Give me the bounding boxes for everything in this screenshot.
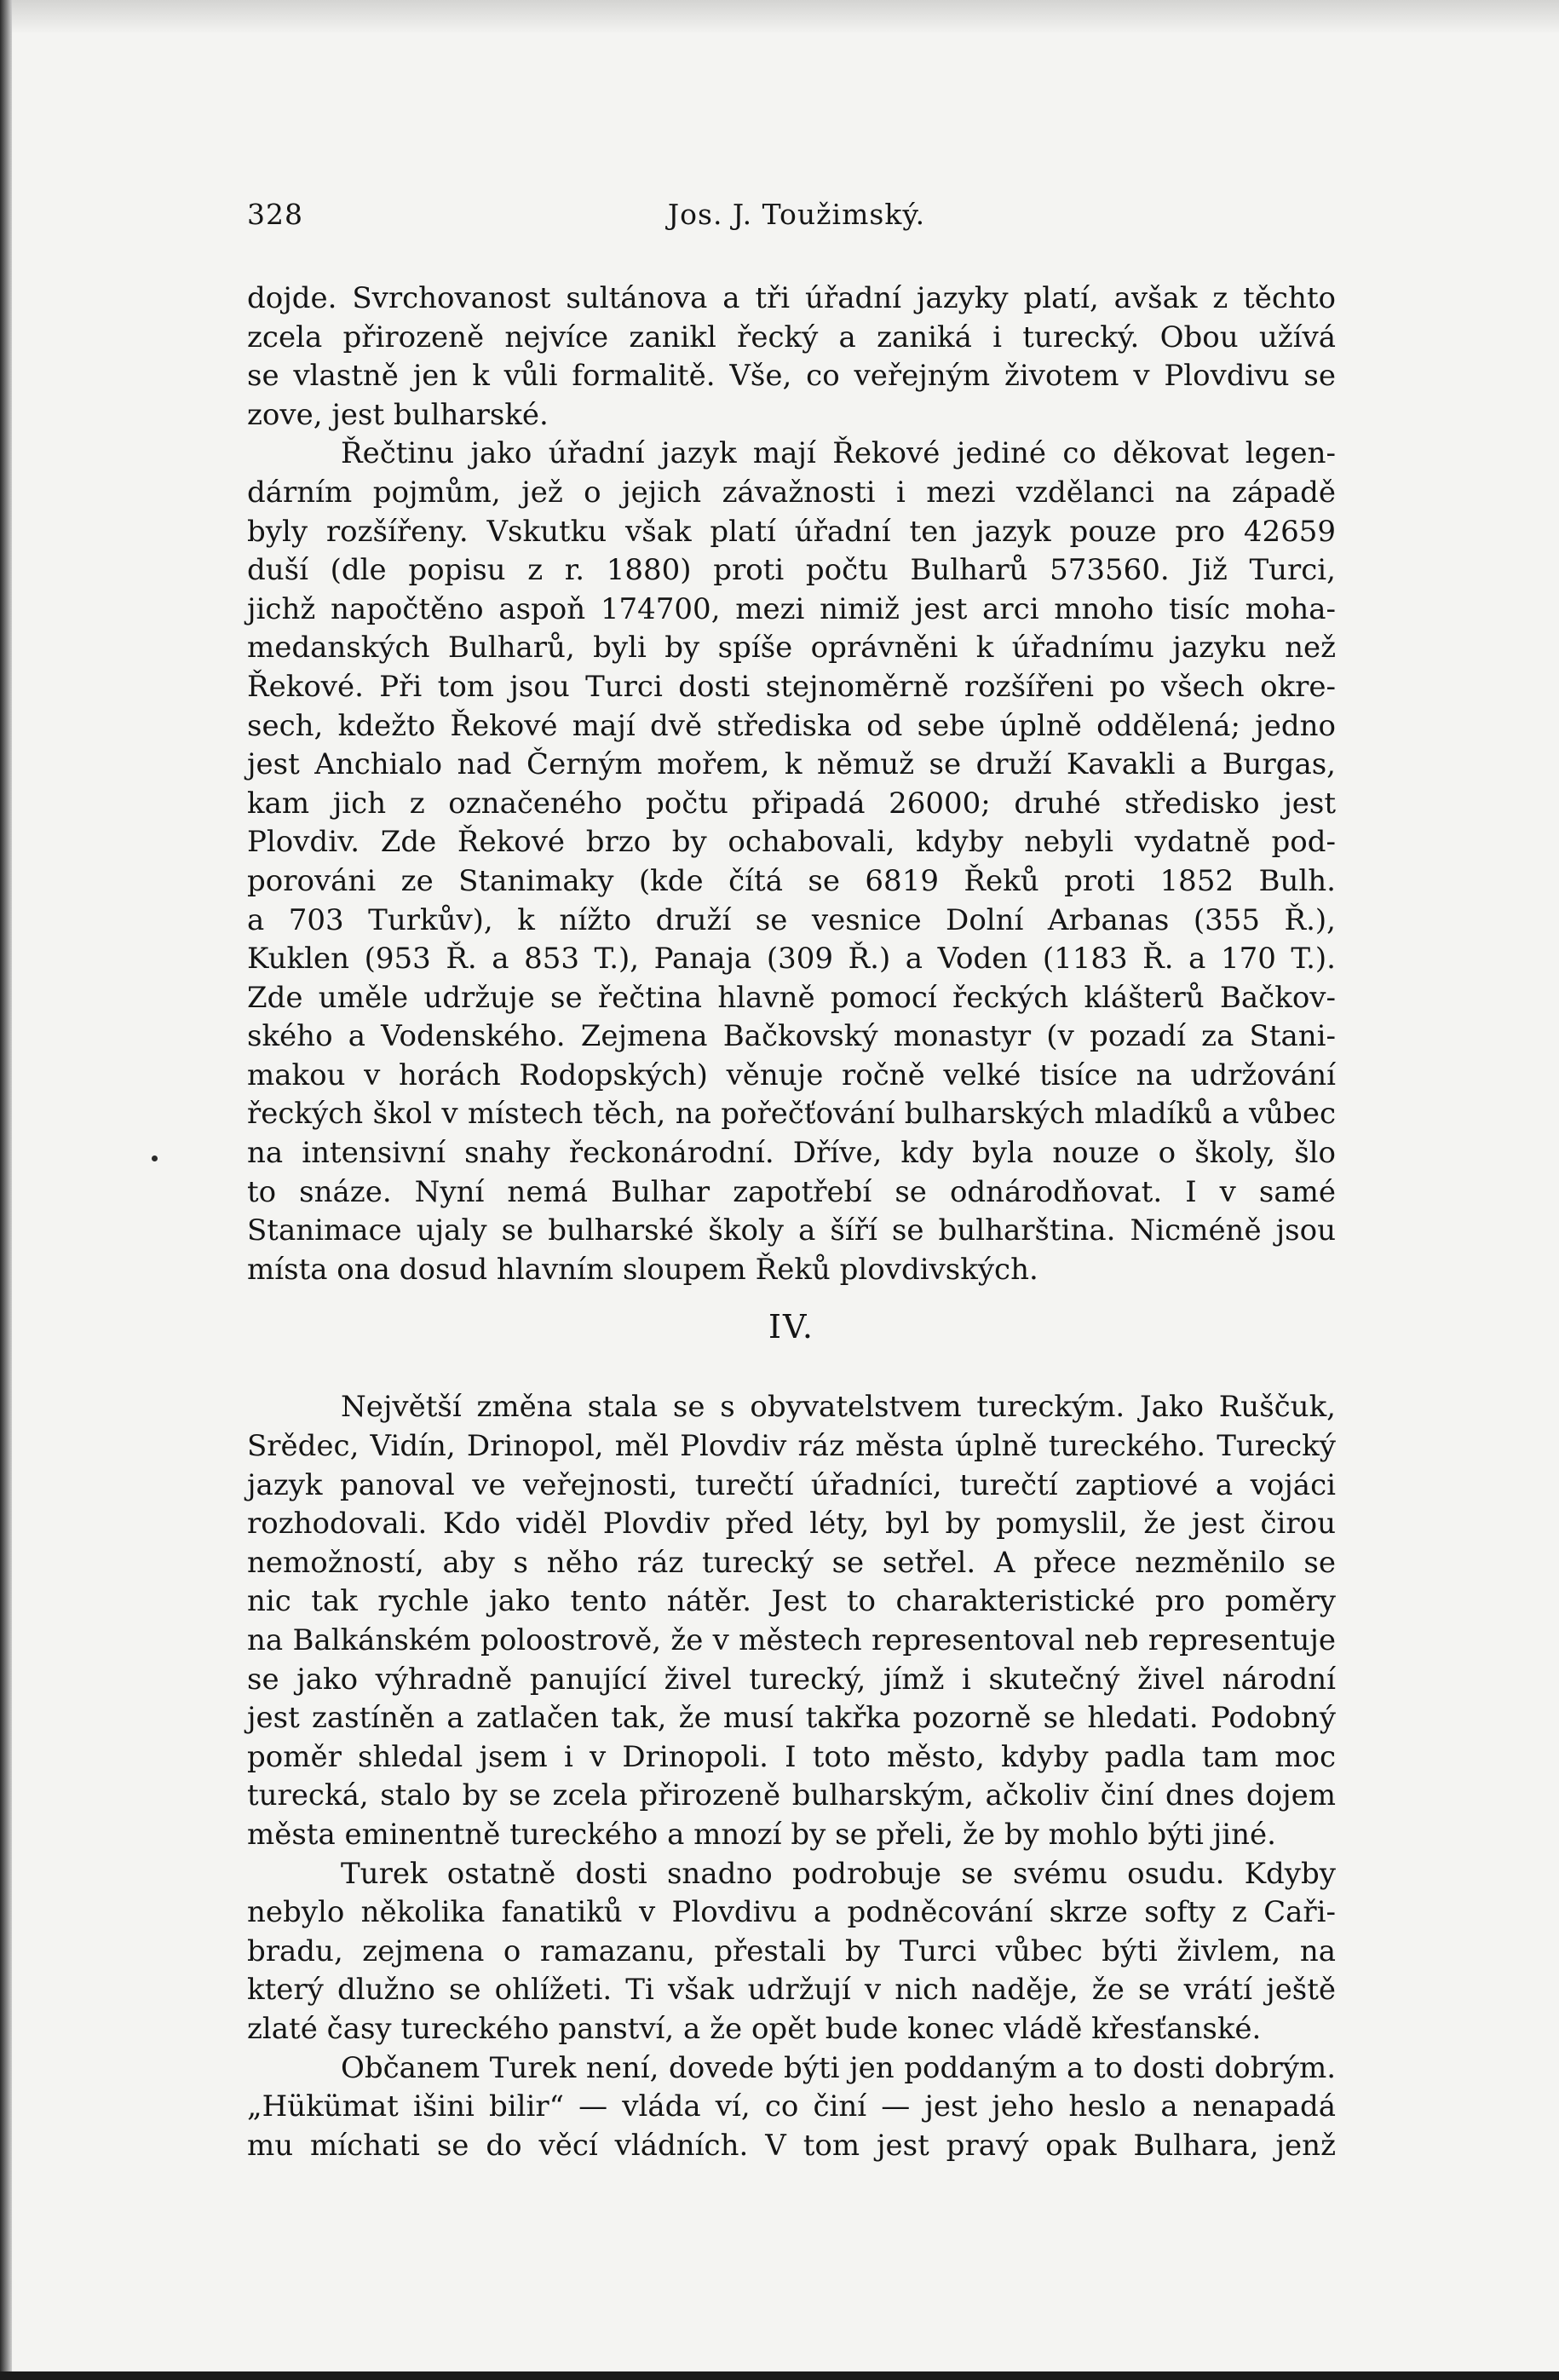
text-line: Občanem Turek není, dovede býti jen poddaným a to dosti dobrým. [341, 2050, 1336, 2085]
paragraph-2 [247, 435, 1336, 1289]
text-line: to snáze. Nyní nemá Bulhar zapotřebí se odnárodňovat. I v samé [247, 1174, 1336, 1209]
text-line: mu míchati se do věcí vládních. V tom jest pravý opak Bulhara, jenž [247, 2128, 1336, 2163]
text-line: na intensivní snahy řeckonárodní. Dříve, kdy byla nouze o školy, šlo [247, 1136, 1336, 1171]
text-line: duší (dle popisu z r. 1880) proti počtu Bulharů 573560. Již Turci, [247, 553, 1336, 588]
text-line: na Balkánském poloostrově, že v městech representoval neb representuje [247, 1623, 1336, 1657]
text-line: Zde uměle udržuje se řečtina hlavně pomocí řeckých klášterů Bačkov- [247, 980, 1336, 1015]
page-header [247, 198, 1346, 249]
text-line: jichž napočtěno aspoň 174700, mezi nimiž jest arci mnoho tisíc moha- [247, 591, 1336, 626]
text-line: Řekové. Při tom jsou Turci dosti stejnoměrně rozšířeni po všech okre- [247, 669, 1336, 704]
paragraph-1 [247, 279, 1336, 435]
text-line: porováni ze Stanimaky (kde čítá se 6819 Řeků proti 1852 Bulh. [247, 863, 1336, 898]
text-line: poměr shledal jsem i v Drinopoli. I toto město, kdyby padla tam moc [247, 1739, 1336, 1774]
text-line: turecká, stalo by se zcela přirozeně bulharským, ačkoliv činí dnes dojem [247, 1778, 1336, 1813]
text-line: makou v horách Rodopských) věnuje ročně velké tisíce na udržování [247, 1057, 1336, 1092]
paragraph-5 [247, 2049, 1336, 2166]
running-head: Jos. J. Toužimský. [667, 198, 926, 231]
text-line: jest zastíněn a zatlačen tak, že musí takřka pozorně se hledati. Podobný [247, 1701, 1336, 1736]
text-line: města eminentně tureckého a mnozí by se přeli, že by mohlo býti jiné. [247, 1817, 1276, 1852]
text-line: Největší změna stala se s obyvatelstvem tureckým. Jako Ruščuk, [341, 1390, 1336, 1425]
text-line: nebylo několika fanatiků v Plovdivu a podněcování skrze softy z Caři- [247, 1895, 1336, 1930]
text-line: Srědec, Vidín, Drinopol, měl Plovdiv ráz města úplně tureckého. Turecký [247, 1429, 1336, 1464]
text-line: nic tak rychle jako tento nátěr. Jest to charakteristické pro poměry [247, 1584, 1336, 1619]
text-line: nemožností, aby s něho ráz turecký se setřel. A přece nezměnilo se [247, 1545, 1336, 1580]
text-line: Turek ostatně dosti snadno podrobuje se svému osudu. Kdyby [341, 1856, 1336, 1891]
text-line: jest Anchialo nad Černým mořem, k němuž se druží Kavakli a Burgas, [247, 747, 1336, 782]
text-line: medanských Bulharů, byli by spíše oprávněni k úřadnímu jazyku než [247, 631, 1336, 666]
text-line: rozhodovali. Kdo viděl Plovdiv před léty, byl by pomyslil, že jest čirou [247, 1507, 1336, 1542]
page-body [247, 279, 1336, 2165]
margin-mark [152, 1155, 158, 1161]
text-line: bradu, zejmena o ramazanu, přestali by Turci vůbec býti živlem, na [247, 1933, 1336, 1968]
text-line: se jako výhradně panující živel turecký, jímž i skutečný živel národní [247, 1662, 1336, 1697]
text-line: „Hükümat išini bilir“ — vláda ví, co činí — jest jeho heslo a nenapadá [247, 2089, 1336, 2124]
text-line: sech, kdežto Řekové mají dvě střediska od sebe úplně oddělená; jedno [247, 708, 1336, 743]
text-line: se vlastně jen k vůli formalitě. Vše, co veřejným životem v Plovdivu se [247, 359, 1336, 394]
text-line: kam jich z označeného počtu připadá 26000; druhé středisko jest [247, 786, 1336, 821]
text-line: dojde. Svrchovanost sultánova a tři úřadní jazyky platí, avšak z těchto [247, 281, 1336, 315]
text-line: který dlužno se ohlížeti. Ti však udržují v nich naděje, že se vrátí ještě [247, 1973, 1336, 2008]
text-line: Stanimace ujaly se bulharské školy a šíří se bulharština. Nicméně jsou [247, 1213, 1336, 1248]
paragraph-3 [247, 1388, 1336, 1854]
scan-edge-bottom [0, 2371, 1559, 2380]
text-line: řeckých škol v místech těch, na pořečťování bulharských mladíků a vůbec [247, 1097, 1336, 1132]
text-line: zove, jest bulharské. [247, 397, 549, 432]
text-line: jazyk panoval ve veřejnosti, turečtí úřadníci, turečtí zaptiové a vojáci [247, 1467, 1336, 1502]
text-line: místa ona dosud hlavním sloupem Řeků plovdivských. [247, 1252, 1038, 1287]
text-line: dárním pojmům, jež o jejich závažnosti i mezi vzdělanci na západě [247, 475, 1336, 510]
paragraph-4 [247, 1855, 1336, 2049]
text-line: ského a Vodenského. Zejmena Bačkovský monastyr (v pozadí za Stani- [247, 1019, 1336, 1054]
text-line: Plovdiv. Zde Řekové brzo by ochabovali, kdyby nebyli vydatně pod- [247, 825, 1336, 860]
text-line: a 703 Turkův), k nížto druží se vesnice Dolní Arbanas (355 Ř.), [247, 902, 1336, 937]
text-line: Řečtinu jako úřadní jazyk mají Řekové jediné co děkovat legen- [341, 436, 1336, 471]
text-line: Kuklen (953 Ř. a 853 T.), Panaja (309 Ř.) a Voden (1183 Ř. a 170 T.). [247, 942, 1336, 977]
scan-edge-left [0, 0, 12, 2380]
text-line: zcela přirozeně nejvíce zanikl řecký a zaniká i turecký. Obou užívá [247, 320, 1336, 354]
text-line: byly rozšířeny. Vskutku však platí úřadní ten jazyk pouze pro 42659 [247, 514, 1336, 549]
text-line: zlaté časy tureckého panství, a že opět bude konec vládě křesťanské. [247, 2011, 1262, 2046]
section-heading: IV. [768, 1308, 814, 1346]
page-number: 328 [247, 198, 303, 231]
scan-shadow-top [0, 0, 1559, 34]
